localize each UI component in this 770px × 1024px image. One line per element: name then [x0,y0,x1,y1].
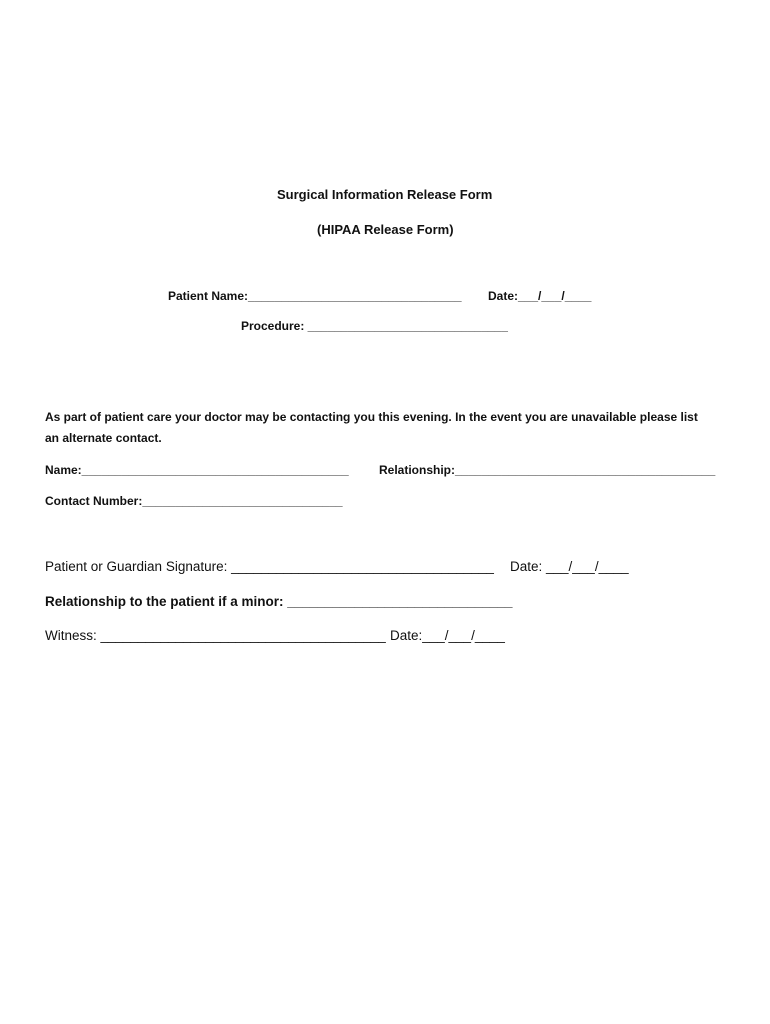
signature-date-field[interactable]: Date: ___/___/____ [510,559,629,574]
patient-date-field[interactable]: Date:___/___/____ [488,289,592,303]
witness-date-field[interactable]: Date:___/___/____ [390,628,505,643]
minor-relationship-field[interactable]: Relationship to the patient if a minor: ______________________________ [45,594,513,609]
form-subtitle: (HIPAA Release Form) [317,222,454,237]
procedure-field[interactable]: Procedure: ______________________________ [241,319,508,333]
contact-number-field[interactable]: Contact Number:______________________________ [45,494,343,508]
form-title: Surgical Information Release Form [277,187,493,202]
witness-field[interactable]: Witness: ______________________________________ [45,628,386,643]
alternate-name-field[interactable]: Name:________________________________________ [45,463,349,477]
relationship-field[interactable]: Relationship:_______________________________________ [379,463,716,477]
contact-intro-line-2: an alternate contact. [45,431,162,445]
contact-intro-line-1: As part of patient care your doctor may be contacting you this evening. In the event you are unavailable please list [45,410,698,424]
patient-name-field[interactable]: Patient Name:________________________________ [168,289,462,303]
signature-field[interactable]: Patient or Guardian Signature: ___________________________________ [45,559,494,574]
